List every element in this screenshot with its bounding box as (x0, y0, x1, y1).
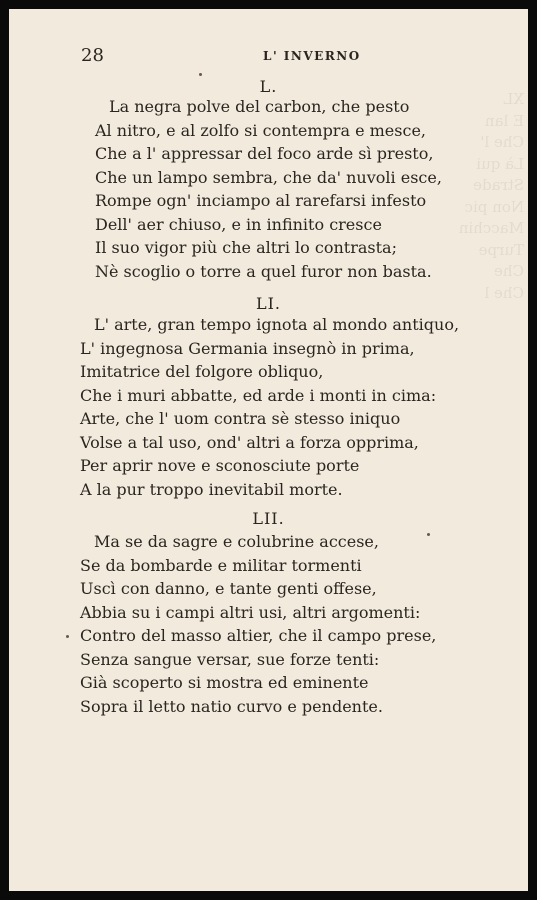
verse-line: Senza sangue versar, sue forze tenti: (80, 649, 380, 669)
verse-line: Nè scoglio o torre a quel furor non basta. (95, 261, 432, 281)
verse-line: Rompe ogn' inciampo al rarefarsi infesto (95, 191, 427, 210)
paper-speck (199, 73, 202, 76)
paper-speck (427, 533, 430, 536)
verse-line: Contro del masso altier, che il campo prese, (80, 626, 437, 645)
verse-line: L' ingegnosa Germania insegnò in prima, (80, 338, 415, 358)
verse-line: L' arte, gran tempo ignota al mondo antiquo, (94, 315, 460, 334)
verse-line: Volse a tal uso, ond' altri a forza opprima, (80, 432, 419, 452)
stanza (80, 314, 520, 502)
verse-line: A la pur troppo inevitabil morte. (80, 479, 343, 499)
verse-line: Se da bombarde e militar tormenti (80, 555, 362, 575)
verse-line: Arte, che l' uom contra sè stesso iniquo (80, 409, 401, 428)
verse-line: Sopra il letto natio curvo e pendente. (80, 696, 383, 716)
verse-line: Che un lampo sembra, che da' nuvoli esce, (95, 167, 442, 187)
stanza-number: L. (259, 77, 278, 96)
verse-line: Il suo vigor più che altri lo contrasta; (95, 238, 397, 257)
page-number: 28 (81, 45, 104, 66)
book-page (9, 9, 528, 891)
stanza-number: LII. (252, 509, 285, 528)
verse-line: La negra polve del carbon, che pesto (109, 97, 410, 116)
verse-line: Uscì con danno, e tante genti offese, (80, 579, 377, 598)
running-title: L' INVERNO (263, 49, 361, 63)
show-through-text: XL E lan Che l' Là qui Strade Non pic Macchin Turpe Che Che l (458, 90, 524, 302)
verse-line: Dell' aer chiuso, e in infinito cresce (95, 214, 382, 234)
verse-line: Che a l' appressar del foco arde sì presto, (95, 144, 434, 163)
verse-line: Che i muri abbatte, ed arde i monti in cima: (80, 385, 437, 405)
verse-line: Abbia su i campi altri usi, altri argomenti: (80, 602, 421, 622)
verse-line: Già scoperto si mostra ed eminente (80, 673, 369, 692)
stanza (95, 96, 515, 284)
verse-line: Per aprir nove e sconosciute porte (80, 456, 360, 475)
stanza-number: LI. (255, 294, 282, 313)
verse-line: Imitatrice del folgore obliquo, (80, 362, 324, 381)
verse-line: Ma se da sagre e colubrine accese, (94, 532, 379, 551)
verse-line: Al nitro, e al zolfo si contempra e mesce, (95, 120, 426, 140)
paper-speck (66, 635, 69, 638)
page-header (81, 45, 381, 67)
stanza (80, 531, 520, 719)
